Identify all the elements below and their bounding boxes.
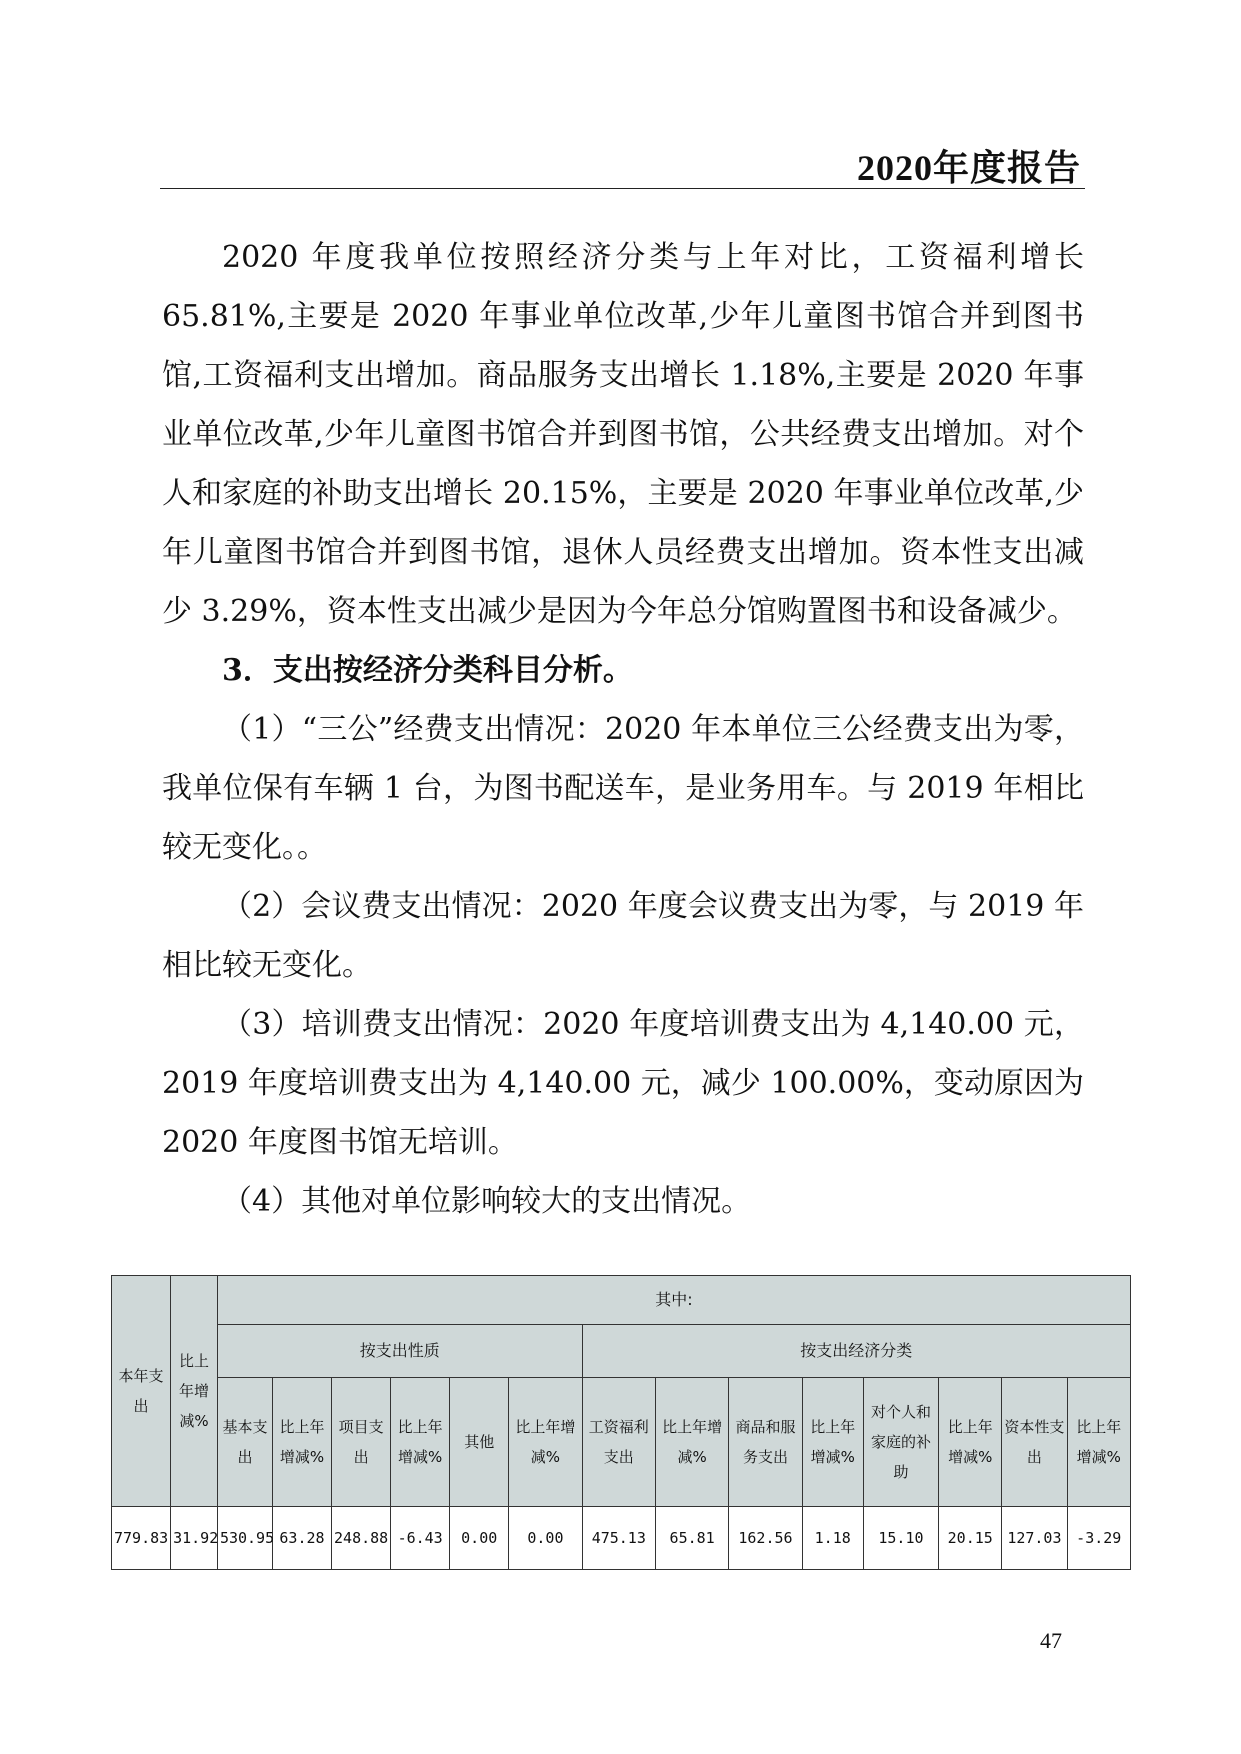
table-cell: 162.56 xyxy=(729,1507,802,1570)
table-cell: 475.13 xyxy=(582,1507,655,1570)
paragraph-three-public: （1）“三公”经费支出情况：2020 年本单位三公经费支出为零，我单位保有车辆 1 台，为图书配送车，是业务用车。与 2019 年相比较无变化。。 xyxy=(162,712,1084,865)
header-rule xyxy=(160,188,1085,189)
table-cell: -6.43 xyxy=(391,1507,450,1570)
header-by-nature: 按支出性质 xyxy=(217,1325,582,1378)
section-heading: 3．支出按经济分类科目分析。 xyxy=(222,653,633,688)
subheader: 其他 xyxy=(450,1378,509,1507)
table-row xyxy=(112,1507,1131,1570)
header-group-of-which: 其中: xyxy=(217,1276,1130,1325)
subheader: 项目支出 xyxy=(332,1378,391,1507)
subheader: 比上年增减% xyxy=(391,1378,450,1507)
subheader: 基本支出 xyxy=(217,1378,272,1507)
table-cell: 31.92 xyxy=(171,1507,218,1570)
subheader: 工资福利支出 xyxy=(582,1378,655,1507)
subheader: 比上年增减% xyxy=(802,1378,863,1507)
subheader: 商品和服务支出 xyxy=(729,1378,802,1507)
subheader: 比上年增减% xyxy=(272,1378,331,1507)
header-total: 本年支出 xyxy=(112,1276,171,1507)
expense-table-wrap xyxy=(111,1275,1131,1570)
report-title: 2020年度报告 xyxy=(856,148,1081,188)
subheader: 比上年增减% xyxy=(1067,1378,1130,1507)
subheader: 资本性支出 xyxy=(1002,1378,1067,1507)
body-text xyxy=(162,228,1084,1231)
expense-table xyxy=(111,1275,1131,1570)
header-total-change: 比上年增减% xyxy=(171,1276,218,1507)
table-cell: 530.95 xyxy=(217,1507,272,1570)
subheader: 比上年增减% xyxy=(655,1378,728,1507)
subheader: 对个人和家庭的补助 xyxy=(863,1378,938,1507)
page-number: 47 xyxy=(1040,1628,1062,1653)
table-cell: 1.18 xyxy=(802,1507,863,1570)
table-cell: -3.29 xyxy=(1067,1507,1130,1570)
paragraph-meeting-fee: （2）会议费支出情况：2020 年度会议费支出为零，与 2019 年相比较无变化。 xyxy=(162,889,1084,983)
paragraph-economic-comparison: 2020 年度我单位按照经济分类与上年对比，工资福利增长 65.81%,主要是 2020 年事业单位改革,少年儿童图书馆合并到图书馆,工资福利支出增加。商品服务支出增长 1.18%,主要是 2020 年事业单位改革,少年儿童图书馆合并到图书馆，公共经费支出增加。对个人和家庭的补助支出增长 20.15%，主要是 2020 年事业单位改革,少年儿童图书馆合并到图书馆，退休人员经费支出增加。资本性支出减少 3.29%，资本性支出减少是因为今年总分馆购置图书和设备减少。 xyxy=(162,240,1084,629)
table-cell: 127.03 xyxy=(1002,1507,1067,1570)
table-cell: 63.28 xyxy=(272,1507,331,1570)
table-cell: 779.83 xyxy=(112,1507,171,1570)
paragraph-other-expenses: （4）其他对单位影响较大的支出情况。 xyxy=(222,1184,752,1219)
table-cell: 0.00 xyxy=(509,1507,582,1570)
table-cell: 20.15 xyxy=(939,1507,1002,1570)
subheader: 比上年增减% xyxy=(509,1378,582,1507)
subheader: 比上年增减% xyxy=(939,1378,1002,1507)
paragraph-training-fee: （3）培训费支出情况：2020 年度培训费支出为 4,140.00 元，2019 年度培训费支出为 4,140.00 元，减少 100.00%，变动原因为 2020 年度图书馆无培训。 xyxy=(162,1007,1084,1160)
table-cell: 15.10 xyxy=(863,1507,938,1570)
table-cell: 248.88 xyxy=(332,1507,391,1570)
table-cell: 65.81 xyxy=(655,1507,728,1570)
header-by-economic: 按支出经济分类 xyxy=(582,1325,1130,1378)
table-cell: 0.00 xyxy=(450,1507,509,1570)
